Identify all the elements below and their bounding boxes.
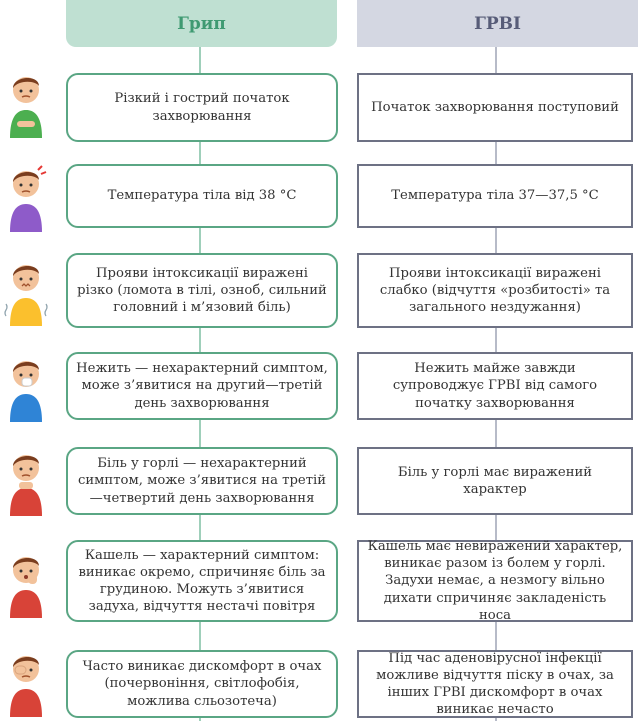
person-shivering-icon bbox=[4, 254, 48, 326]
arvi-symptom-sore-throat: Біль у горлі має виражений характер bbox=[357, 447, 633, 515]
person-rubbing-eye-icon bbox=[4, 645, 48, 717]
flu-symptom-eye-discomfort: Часто виникає дискомфорт в очах (почервоніння, світлофобія, можлива сльозотеча) bbox=[66, 650, 338, 718]
arvi-symptom-cough: Кашель має невиражений характер, виникає разом із болем у горлі. Задухи немає, а незмогу вільно дихати спричиняє закладеність носа bbox=[357, 540, 633, 622]
flu-symptom-onset: Різкий і гострий початок захворювання bbox=[66, 73, 338, 142]
person-with-fever-icon bbox=[4, 160, 48, 232]
arvi-symptom-eye-discomfort: Під час аденовірусної інфекції можливе відчуття піску в очах, за інших ГРВІ дискомфорт в очах виникає нечасто bbox=[357, 650, 633, 718]
arvi-symptom-temperature: Температура тіла 37—37,5 °С bbox=[357, 164, 633, 228]
person-coughing-icon bbox=[4, 546, 48, 618]
header-flu: Грип bbox=[66, 0, 337, 47]
flu-symptom-sore-throat: Біль у горлі — нехарактерний симптом, може з’явитися на третій—четвертий день захворювання bbox=[66, 447, 338, 515]
person-sore-throat-icon bbox=[4, 444, 48, 516]
flu-symptom-cough: Кашель — характерний симптом: виникає окремо, спричиняє біль за грудиною. Можуть з’явитися задуха, відчуття нестачі повітря bbox=[66, 540, 338, 622]
person-holding-stomach-icon bbox=[4, 66, 48, 138]
arvi-symptom-runny-nose: Нежить майже завжди супроводжує ГРВІ від самого початку захворювання bbox=[357, 352, 633, 420]
person-with-runny-nose-icon bbox=[4, 350, 48, 422]
flu-symptom-runny-nose: Нежить — нехарактерний симптом, може з’явитися на другий—третій день захворювання bbox=[66, 352, 338, 420]
arvi-symptom-onset: Початок захворювання поступовий bbox=[357, 73, 633, 142]
arvi-symptom-intoxication: Прояви інтоксикації виражені слабко (відчуття «розбитості» та загального нездужання) bbox=[357, 253, 633, 328]
flu-symptom-temperature: Температура тіла від 38 °С bbox=[66, 164, 338, 228]
flu-symptom-intoxication: Прояви інтоксикації виражені різко (ломота в тілі, озноб, сильний головний і м’язовий біль) bbox=[66, 253, 338, 328]
header-arvi: ГРВІ bbox=[357, 0, 638, 47]
